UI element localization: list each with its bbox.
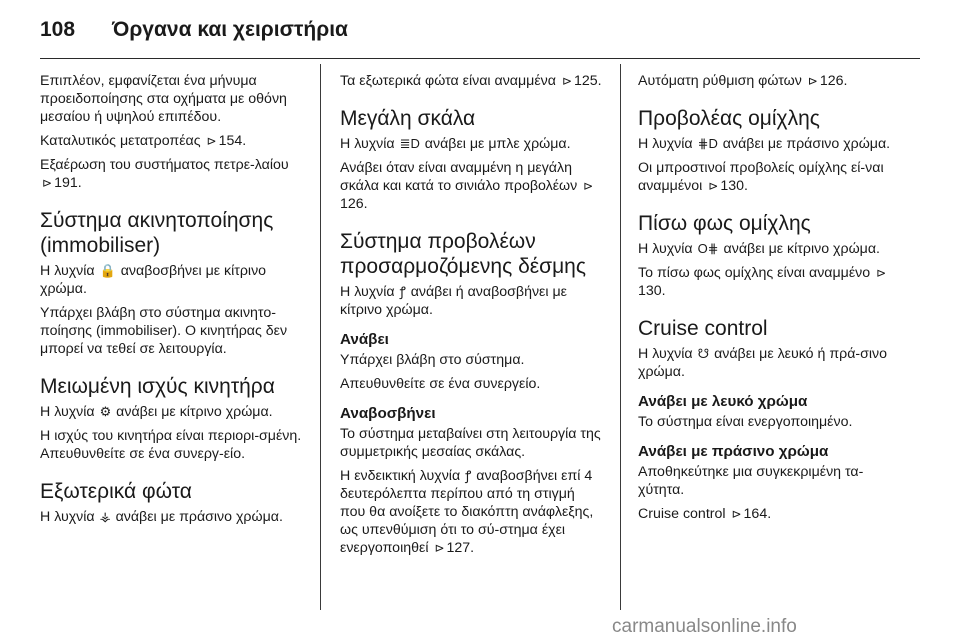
green-desc: Αποθηκεύτηκε μια συγκεκριμένη τα-χύτητα. xyxy=(638,464,864,498)
page-ref-link[interactable]: 126. xyxy=(819,73,848,89)
adaptive-light-icon: ꝭ xyxy=(465,468,472,483)
section-heading-exterior-lights: Εξωτερικά φώτα xyxy=(40,480,192,503)
flashes-desc-1: Το σύστημα μεταβαίνει στη λειτουργία της συμμετρικής μεσαίας σκάλας. xyxy=(340,426,601,460)
section-heading-rear-fog: Πίσω φως ομίχλης xyxy=(638,212,811,235)
engine-power-icon: ⚙ xyxy=(99,404,112,419)
page-title: Όργανα και χειριστήρια xyxy=(112,18,348,41)
page-ref-link[interactable]: 164. xyxy=(743,506,772,522)
section-heading-adaptive-lights: Σύστημα προβολέων προσαρμοζόμενης δέσμης xyxy=(340,230,586,278)
page-ref-link[interactable]: 125. xyxy=(574,73,602,89)
column-3 xyxy=(638,64,900,529)
adaptive-lights-lamp-text: Η λυχνία ꝭ ανάβει ή αναβοσβήνει με κίτρινο χρώμα. xyxy=(340,284,567,318)
exterior-lights-icon: ⚶ xyxy=(99,509,111,524)
column-divider-2 xyxy=(620,64,621,610)
front-fog-lamp-text: Η λυχνία ⋕D ανάβει με πράσινο χρώμα. xyxy=(638,136,891,152)
page-ref-icon: ⊳ xyxy=(583,179,594,193)
section-heading-high-beam: Μεγάλη σκάλα xyxy=(340,107,476,130)
page-ref-icon: ⊳ xyxy=(876,266,887,280)
page-ref-icon: ⊳ xyxy=(42,176,53,190)
rear-fog-lamp-text: Η λυχνία O⋕ ανάβει με κίτρινο χρώμα. xyxy=(638,241,880,257)
rear-fog-icon: O⋕ xyxy=(697,241,719,256)
watermark: carmanualsonline.info xyxy=(612,616,797,637)
front-fog-icon: ⋕D xyxy=(697,136,718,151)
page-ref-link[interactable]: 127. xyxy=(446,540,475,556)
reduced-power-lamp-text: Η λυχνία ⚙ ανάβει με κίτρινο χρώμα. xyxy=(40,404,273,420)
flashes-desc-2: Η ενδεικτική λυχνία ꝭ αναβοσβήνει επί 4 δευτερόλεπτα περίπου από τη στιγμή που θα ανοίξετε το διακόπτη ανάφλεξης, ως υπενθύμιση ότι το σύ-στημα έχει ενεργοποιηθεί ⊳ 127. xyxy=(340,468,594,556)
warning-message-text: Επιπλέον, εμφανίζεται ένα μήνυμα προειδοποίησης στα οχήματα με οθόνη μεσαίου ή υψηλού επιπέδου. xyxy=(40,73,287,125)
section-heading-reduced-power: Μειωμένη ισχύς κινητήρα xyxy=(40,375,275,398)
section-heading-cruise-control: Cruise control xyxy=(638,317,768,340)
page-number: 108 xyxy=(40,18,76,41)
rear-fog-desc: Το πίσω φως ομίχλης είναι αναμμένο ⊳130. xyxy=(638,265,887,299)
page-ref-icon: ⊳ xyxy=(434,541,445,555)
fuel-bleeding-ref: Εξαέρωση του συστήματος πετρε-λαίου ⊳ 191. xyxy=(40,157,289,191)
page-ref-icon: ⊳ xyxy=(206,134,217,148)
subheading-flashes: Αναβοσβήνει xyxy=(340,405,436,422)
column-divider-1 xyxy=(320,64,321,610)
illuminates-desc-1: Υπάρχει βλάβη στο σύστημα. xyxy=(340,352,525,368)
immobiliser-lamp-text: Η λυχνία 🔒 αναβοσβήνει με κίτρινο χρώμα. xyxy=(40,263,267,297)
illuminates-desc-2: Απευθυνθείτε σε ένα συνεργείο. xyxy=(340,376,541,392)
exterior-lights-lamp-text: Η λυχνία ⚶ ανάβει με πράσινο χρώμα. xyxy=(40,509,283,525)
adaptive-light-icon: ꝭ xyxy=(399,284,406,299)
page-header xyxy=(40,14,920,54)
page-ref-link[interactable]: 191. xyxy=(54,175,82,191)
subheading-green: Ανάβει με πράσινο χρώμα xyxy=(638,443,829,460)
cruise-control-ref: Cruise control ⊳ 164. xyxy=(638,506,772,522)
immobiliser-fault-text: Υπάρχει βλάβη στο σύστημα ακινητο-ποίησης (immobiliser). Ο κινητήρας δεν μπορεί να τεθεί σε λειτουργία. xyxy=(40,305,288,357)
page-ref-link[interactable]: 154. xyxy=(218,133,247,149)
subheading-illuminates: Ανάβει xyxy=(340,331,389,348)
high-beam-lamp-text: Η λυχνία ≣D ανάβει με μπλε χρώμα. xyxy=(340,136,571,152)
white-desc: Το σύστημα είναι ενεργοποιημένο. xyxy=(638,414,853,430)
section-heading-front-fog: Προβολέας ομίχλης xyxy=(638,107,820,130)
page-ref-icon: ⊳ xyxy=(708,179,719,193)
high-beam-desc: Ανάβει όταν είναι αναμμένη η μεγάλη σκάλα και κατά το σινιάλο προβολέων ⊳126. xyxy=(340,160,594,212)
subheading-white: Ανάβει με λευκό χρώμα xyxy=(638,393,808,410)
exterior-lights-on-ref: Τα εξωτερικά φώτα είναι αναμμένα ⊳ 125. xyxy=(340,73,602,89)
page-ref-icon: ⊳ xyxy=(561,74,572,88)
cruise-control-icon: ☋ xyxy=(697,346,710,361)
page-ref-link[interactable]: 130. xyxy=(638,283,666,299)
page-ref-icon: ⊳ xyxy=(807,74,818,88)
column-1 xyxy=(40,64,302,532)
cruise-lamp-text: Η λυχνία ☋ ανάβει με λευκό ή πρά-σινο χρώμα. xyxy=(638,346,888,380)
column-2 xyxy=(340,64,602,563)
front-fog-desc: Οι μπροστινοί προβολείς ομίχλης εί-ναι αναμμένοι ⊳ 130. xyxy=(638,160,884,194)
immobiliser-icon: 🔒 xyxy=(99,263,116,278)
reduced-power-desc: Η ισχύς του κινητήρα είναι περιορι-σμένη. Απευθυνθείτε σε ένα συνεργ-είο. xyxy=(40,428,302,462)
section-heading-immobiliser: Σύστημα ακινητοποίησης (immobiliser) xyxy=(40,209,274,257)
page-ref-link[interactable]: 126. xyxy=(340,196,368,212)
automatic-light-ref: Αυτόματη ρύθμιση φώτων ⊳ 126. xyxy=(638,73,848,89)
header-divider xyxy=(40,58,920,59)
high-beam-icon: ≣D xyxy=(399,136,420,151)
catalytic-converter-ref: Καταλυτικός μετατροπέας ⊳ 154. xyxy=(40,133,247,149)
page-ref-icon: ⊳ xyxy=(731,507,742,521)
page-ref-link[interactable]: 130. xyxy=(720,178,748,194)
